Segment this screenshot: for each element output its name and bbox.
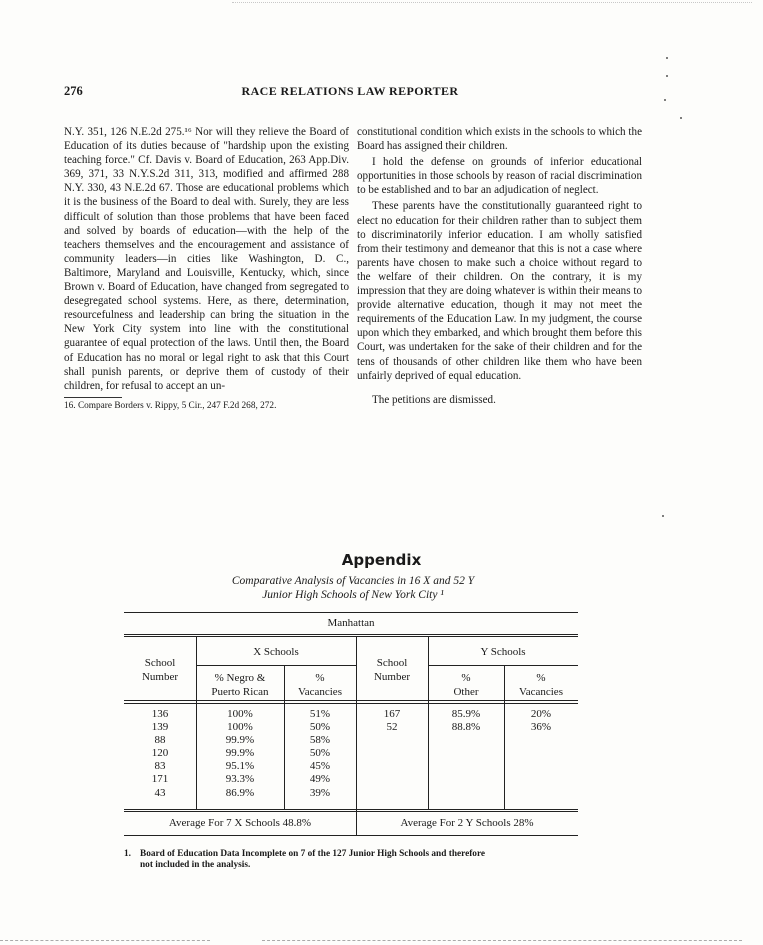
table-bottom-rule xyxy=(124,835,578,836)
running-head: RACE RELATIONS LAW REPORTER xyxy=(241,84,459,98)
y-pct-vacancies-header-2: Vacancies xyxy=(519,686,563,698)
body-bottom-rule-double xyxy=(124,811,578,812)
x-school-number-header-2: Number xyxy=(141,671,179,683)
footnote-16: 16. Compare Borders v. Rippy, 5 Cir., 247 F.2d 268, 272. xyxy=(64,400,277,411)
bottom-scan-mark xyxy=(0,940,210,941)
left-body-text: N.Y. 351, 126 N.E.2d 275.¹⁶ Nor will they relieve the Board of Education of its duties because of "hardship upon the existing teaching force." Cf. Davis v. Board of Education, 263 App.Div. 369, 371, 33 N.Y.S.2d 311, 313, modified and affirmed 288 N.Y. 330, 43 N.E.2d 67. Those are educational problems which it is the business of the Board to deal with. Surely, they are less difficult of solution than those problems that have been faced and solved by boards of education—with the help of the teachers themselves and the encouragement and assistance of community leaders—in cities like Washington, D. C., Baltimore, Maryland and Louisville, Kentucky, which, since Brown v. Board of Education, have changed from segregated to desegregated school systems. Here, as there, determination, resourcefulness and leadership can bring the situation in the New York City system into line with the constitutional guarantee of equal protection of the laws. Until then, the Board of Education has no moral or legal right to ask that this Court shall punish parents, or deprive them of custody of their children, for refusal to accept an un- xyxy=(64,126,349,392)
x-pct-negro-values: 100% 100% 99.9% 99.9% 95.1% 93.3% 86.9% xyxy=(225,708,255,799)
pct-other-header-2: Other xyxy=(453,686,479,698)
appendix-subtitle-line-1: Comparative Analysis of Vacancies in 16 X and 52 Y xyxy=(231,575,475,587)
y-school-number-header-1: School xyxy=(376,657,408,669)
y-schools-header: Y Schools xyxy=(480,646,526,658)
appendix-footnote xyxy=(124,849,594,871)
x-schools-header: X Schools xyxy=(253,646,299,658)
borough-rule-double xyxy=(124,636,578,637)
y-pct-vacancies-header-1: % xyxy=(536,672,546,684)
header-rule xyxy=(124,700,578,701)
pct-other-header-1: % xyxy=(461,672,471,684)
top-border-dots xyxy=(232,2,752,3)
x-pct-vacancies-header-1: % xyxy=(315,672,325,684)
x-school-number-header-1: School xyxy=(144,657,176,669)
x-group-rule xyxy=(196,665,356,666)
y-school-number-header-2: Number xyxy=(373,671,411,683)
pct-negro-header-1: % Negro & xyxy=(214,672,266,684)
closing-line: The petitions are dismissed. xyxy=(372,393,496,406)
x-school-numbers: 136 139 88 120 83 171 43 xyxy=(151,708,169,799)
x-pct-vacancies-values: 51% 50% 58% 50% 45% 49% 39% xyxy=(309,708,331,799)
header-rule-double xyxy=(124,703,578,704)
appendix-footnote-line-2: not included in the analysis. xyxy=(140,860,251,870)
right-column xyxy=(357,125,642,407)
scan-speck xyxy=(666,57,668,59)
table-top-rule xyxy=(124,612,578,613)
paragraph-parents-rights: These parents have the constitutionally guaranteed right to elect no education for their children rather than to subject them to discriminatorily inferior education. I am wholly satisfied from their testimony and demeanor that this is not a case where parents have chosen to make such a choice without regard to the welfare of their children. On the contrary, it is my impression that they are doing whatever is within their means to provide alternative education, though it may not meet the requirements of the Education Law. In my judgment, the course upon which they embarked, and which brought them before this Court, was undertaken for the sake of their children and for the tens of thousands of other children like them who have been unfairly deprived of equal education. xyxy=(357,200,642,382)
bottom-scan-mark xyxy=(262,940,742,941)
borough-label: Manhattan xyxy=(327,617,375,629)
body-bottom-rule xyxy=(124,809,578,810)
appendix-footnote-line-1: Board of Education Data Incomplete on 7 of the 127 Junior High Schools and therefore xyxy=(140,849,486,859)
scan-speck xyxy=(662,515,664,517)
page-number: 276 xyxy=(64,84,83,98)
borough-rule xyxy=(124,634,578,635)
scan-speck xyxy=(666,75,668,77)
vacancies-table xyxy=(124,612,578,836)
appendix-subtitle-line-2: Junior High Schools of New York City ¹ xyxy=(262,588,444,601)
y-school-numbers: 167 52 xyxy=(383,708,401,734)
scan-speck xyxy=(680,117,682,119)
paragraph-defense: I hold the defense on grounds of inferior educational opportunities in those schools by reason of racial discrimination to be established and to bar an adjudication of neglect. xyxy=(357,156,642,197)
y-group-rule xyxy=(428,665,578,666)
y-average: Average For 2 Y Schools 28% xyxy=(400,817,534,829)
y-pct-other-values: 85.9% 88.8% xyxy=(451,708,481,734)
appendix-footnote-number: 1. xyxy=(124,849,131,859)
left-column xyxy=(64,125,349,412)
scan-speck xyxy=(664,99,666,101)
paragraph-continuation: constitutional condition which exists in the schools to which the Board has assigned their children. xyxy=(357,126,642,153)
appendix-title: Appendix xyxy=(341,551,422,569)
footnote-rule xyxy=(64,397,122,398)
appendix-subtitle xyxy=(0,575,706,602)
pct-negro-header-2: Puerto Rican xyxy=(211,686,269,698)
x-average: Average For 7 X Schools 48.8% xyxy=(168,817,312,829)
y-pct-vacancies-values: 20% 36% xyxy=(530,708,552,734)
x-pct-vacancies-header-2: Vacancies xyxy=(298,686,342,698)
